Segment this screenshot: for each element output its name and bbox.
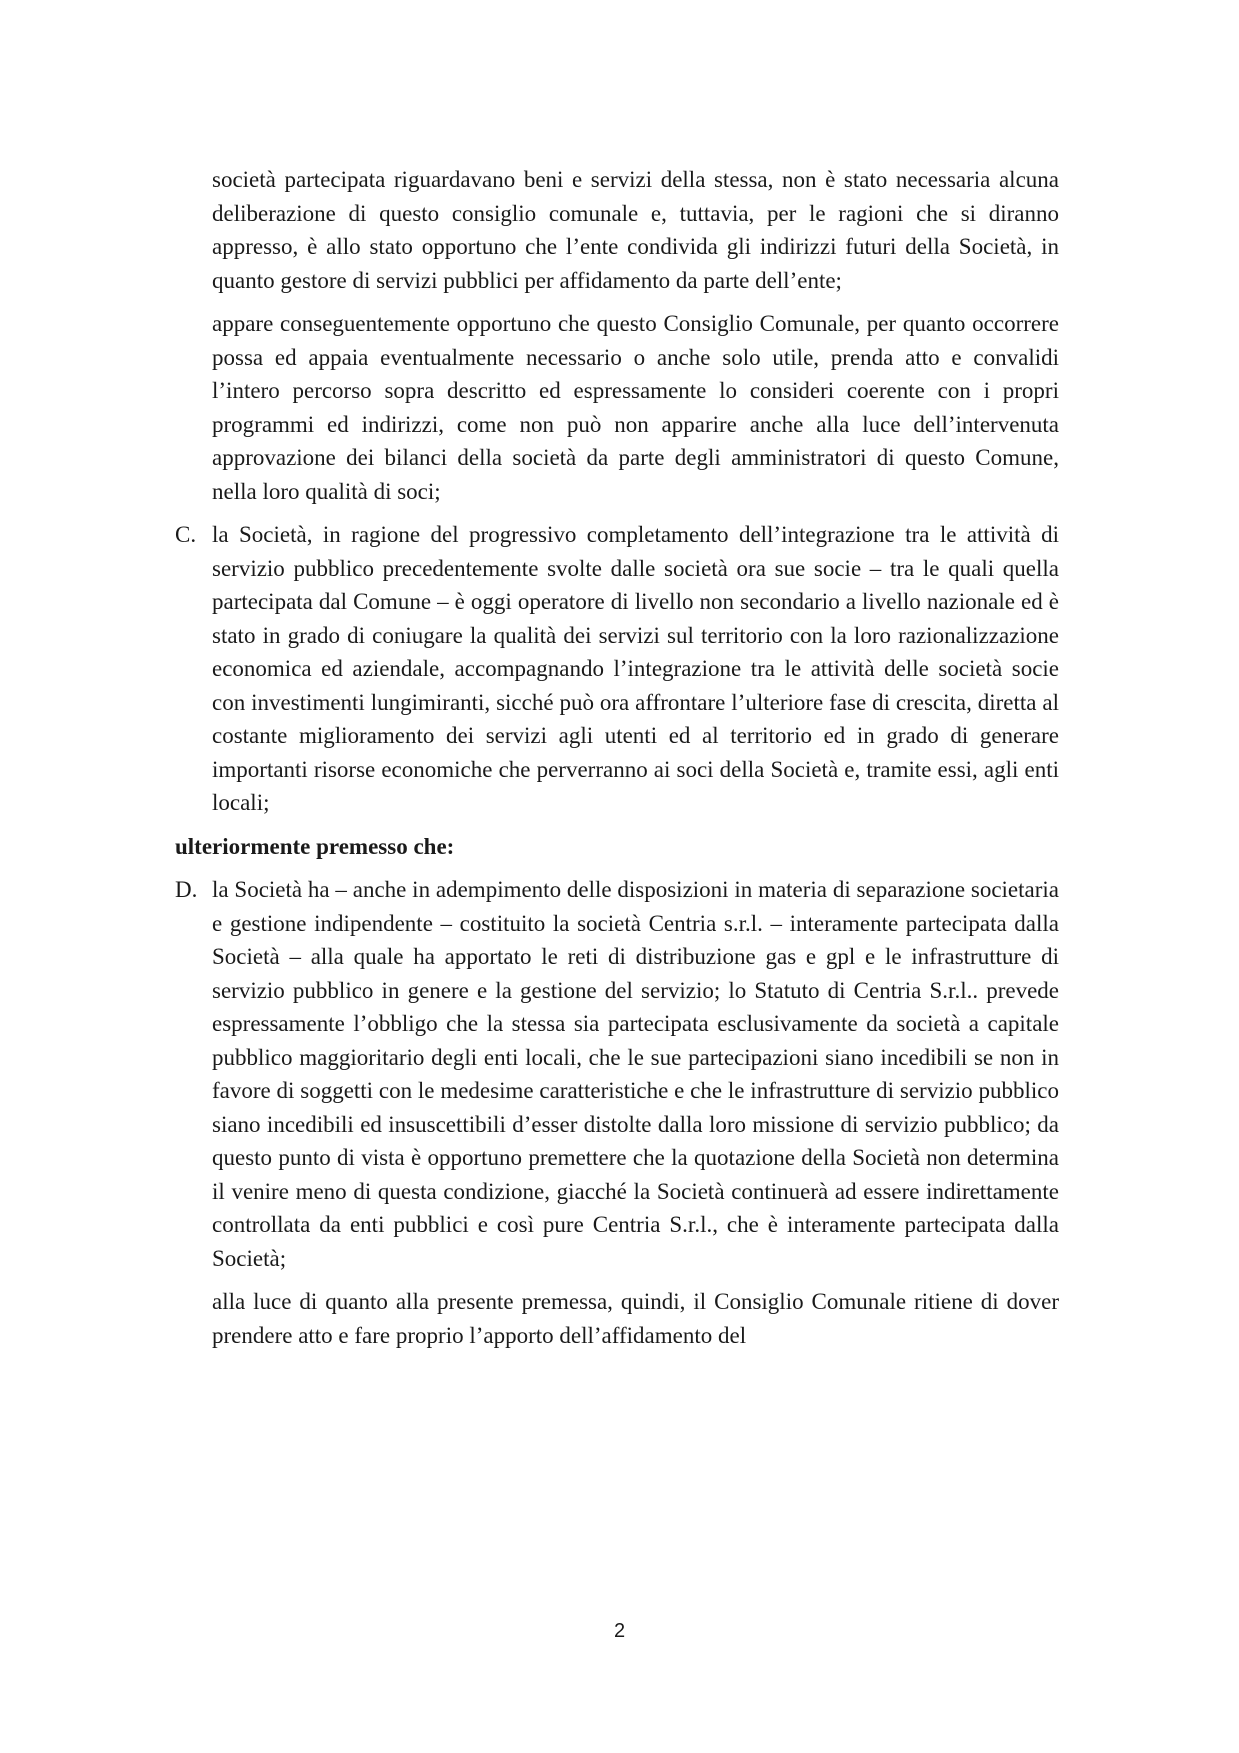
paragraph-convalida: appare conseguentemente opportuno che questo Consiglio Comunale, per quanto occorrere possa ed appaia eventualmente necessario o anche solo utile, prenda atto e convalidi l’intero percorso sopra descritto ed espressamente lo consideri coerente con i propri programmi ed indirizzi, come non può non apparire anche alla luce dell’intervenuta approvazione dei bilanci della società da parte degli amministratori di questo Comune, nella loro qualità di soci;	[212, 311, 1059, 504]
page-number: 2	[613, 1620, 626, 1642]
paragraph-continuation: società partecipata riguardavano beni e servizi della stessa, non è stato necessaria alcuna deliberazione di questo consiglio comunale e, tuttavia, per le ragioni che si diranno appresso, è allo stato opportuno che l’ente condivida gli indirizzi futuri della Società, in quanto gestore di servizi pubblici per affidamento da parte dell’ente;	[212, 167, 1059, 293]
list-item-text-c: la Società, in ragione del progressivo completamento dell’integrazione tra le attività di servizio pubblico precedentemente svolte dalle società ora sue socie – tra le quali quella partecipata dal Comune – è oggi operatore di livello non secondario a livello nazionale ed è stato in grado di coniugare la qualità dei servizi sul territorio con la loro razionalizzazione economica ed aziendale, accompagnando l’integrazione tra le attività delle società socie con investimenti lungimiranti, sicché può ora affrontare l’ulteriore fase di crescita, diretta al costante miglioramento dei servizi agli utenti ed al territorio ed in grado di generare importanti risorse economiche che perverranno ai soci della Società e, tramite essi, agli enti locali;	[212, 522, 1059, 815]
section-heading: ulteriormente premesso che:	[175, 833, 455, 859]
list-item-label-d: D.	[175, 877, 198, 902]
document-body	[175, 163, 1059, 1362]
list-item-label-c: C.	[175, 522, 197, 547]
list-item-c	[175, 518, 1059, 820]
list-item-text-d: la Società ha – anche in adempimento delle disposizioni in materia di separazione societaria e gestione indipendente – costituito la società Centria s.r.l. – interamente partecipata dalla Società – alla quale ha apportato le reti di distribuzione gas e gpl e le infrastrutture di servizio pubblico in genere e la gestione del servizio; lo Statuto di Centria S.r.l.. prevede espressamente l’obbligo che la stessa sia partecipata esclusivamente da società a capitale pubblico maggioritario degli enti locali, che le sue partecipazioni siano incedibili se non in favore di soggetti con le medesime caratteristiche e che le infrastrutture di servizio pubblico siano incedibili ed insuscettibili d’esser distolte dalla loro missione di servizio pubblico; da questo punto di vista è opportuno premettere che la quotazione della Società non determina il venire meno di questa condizione, giacché la Società continuerà ad essere indirettamente controllata da enti pubblici e così pure Centria S.r.l., che è interamente partecipata dalla Società;	[212, 877, 1059, 1271]
list-item-d	[175, 873, 1059, 1275]
paragraph-followup: alla luce di quanto alla presente premessa, quindi, il Consiglio Comunale ritiene di dover prendere atto e fare proprio l’apporto dell’affidamento del	[212, 1289, 1059, 1348]
